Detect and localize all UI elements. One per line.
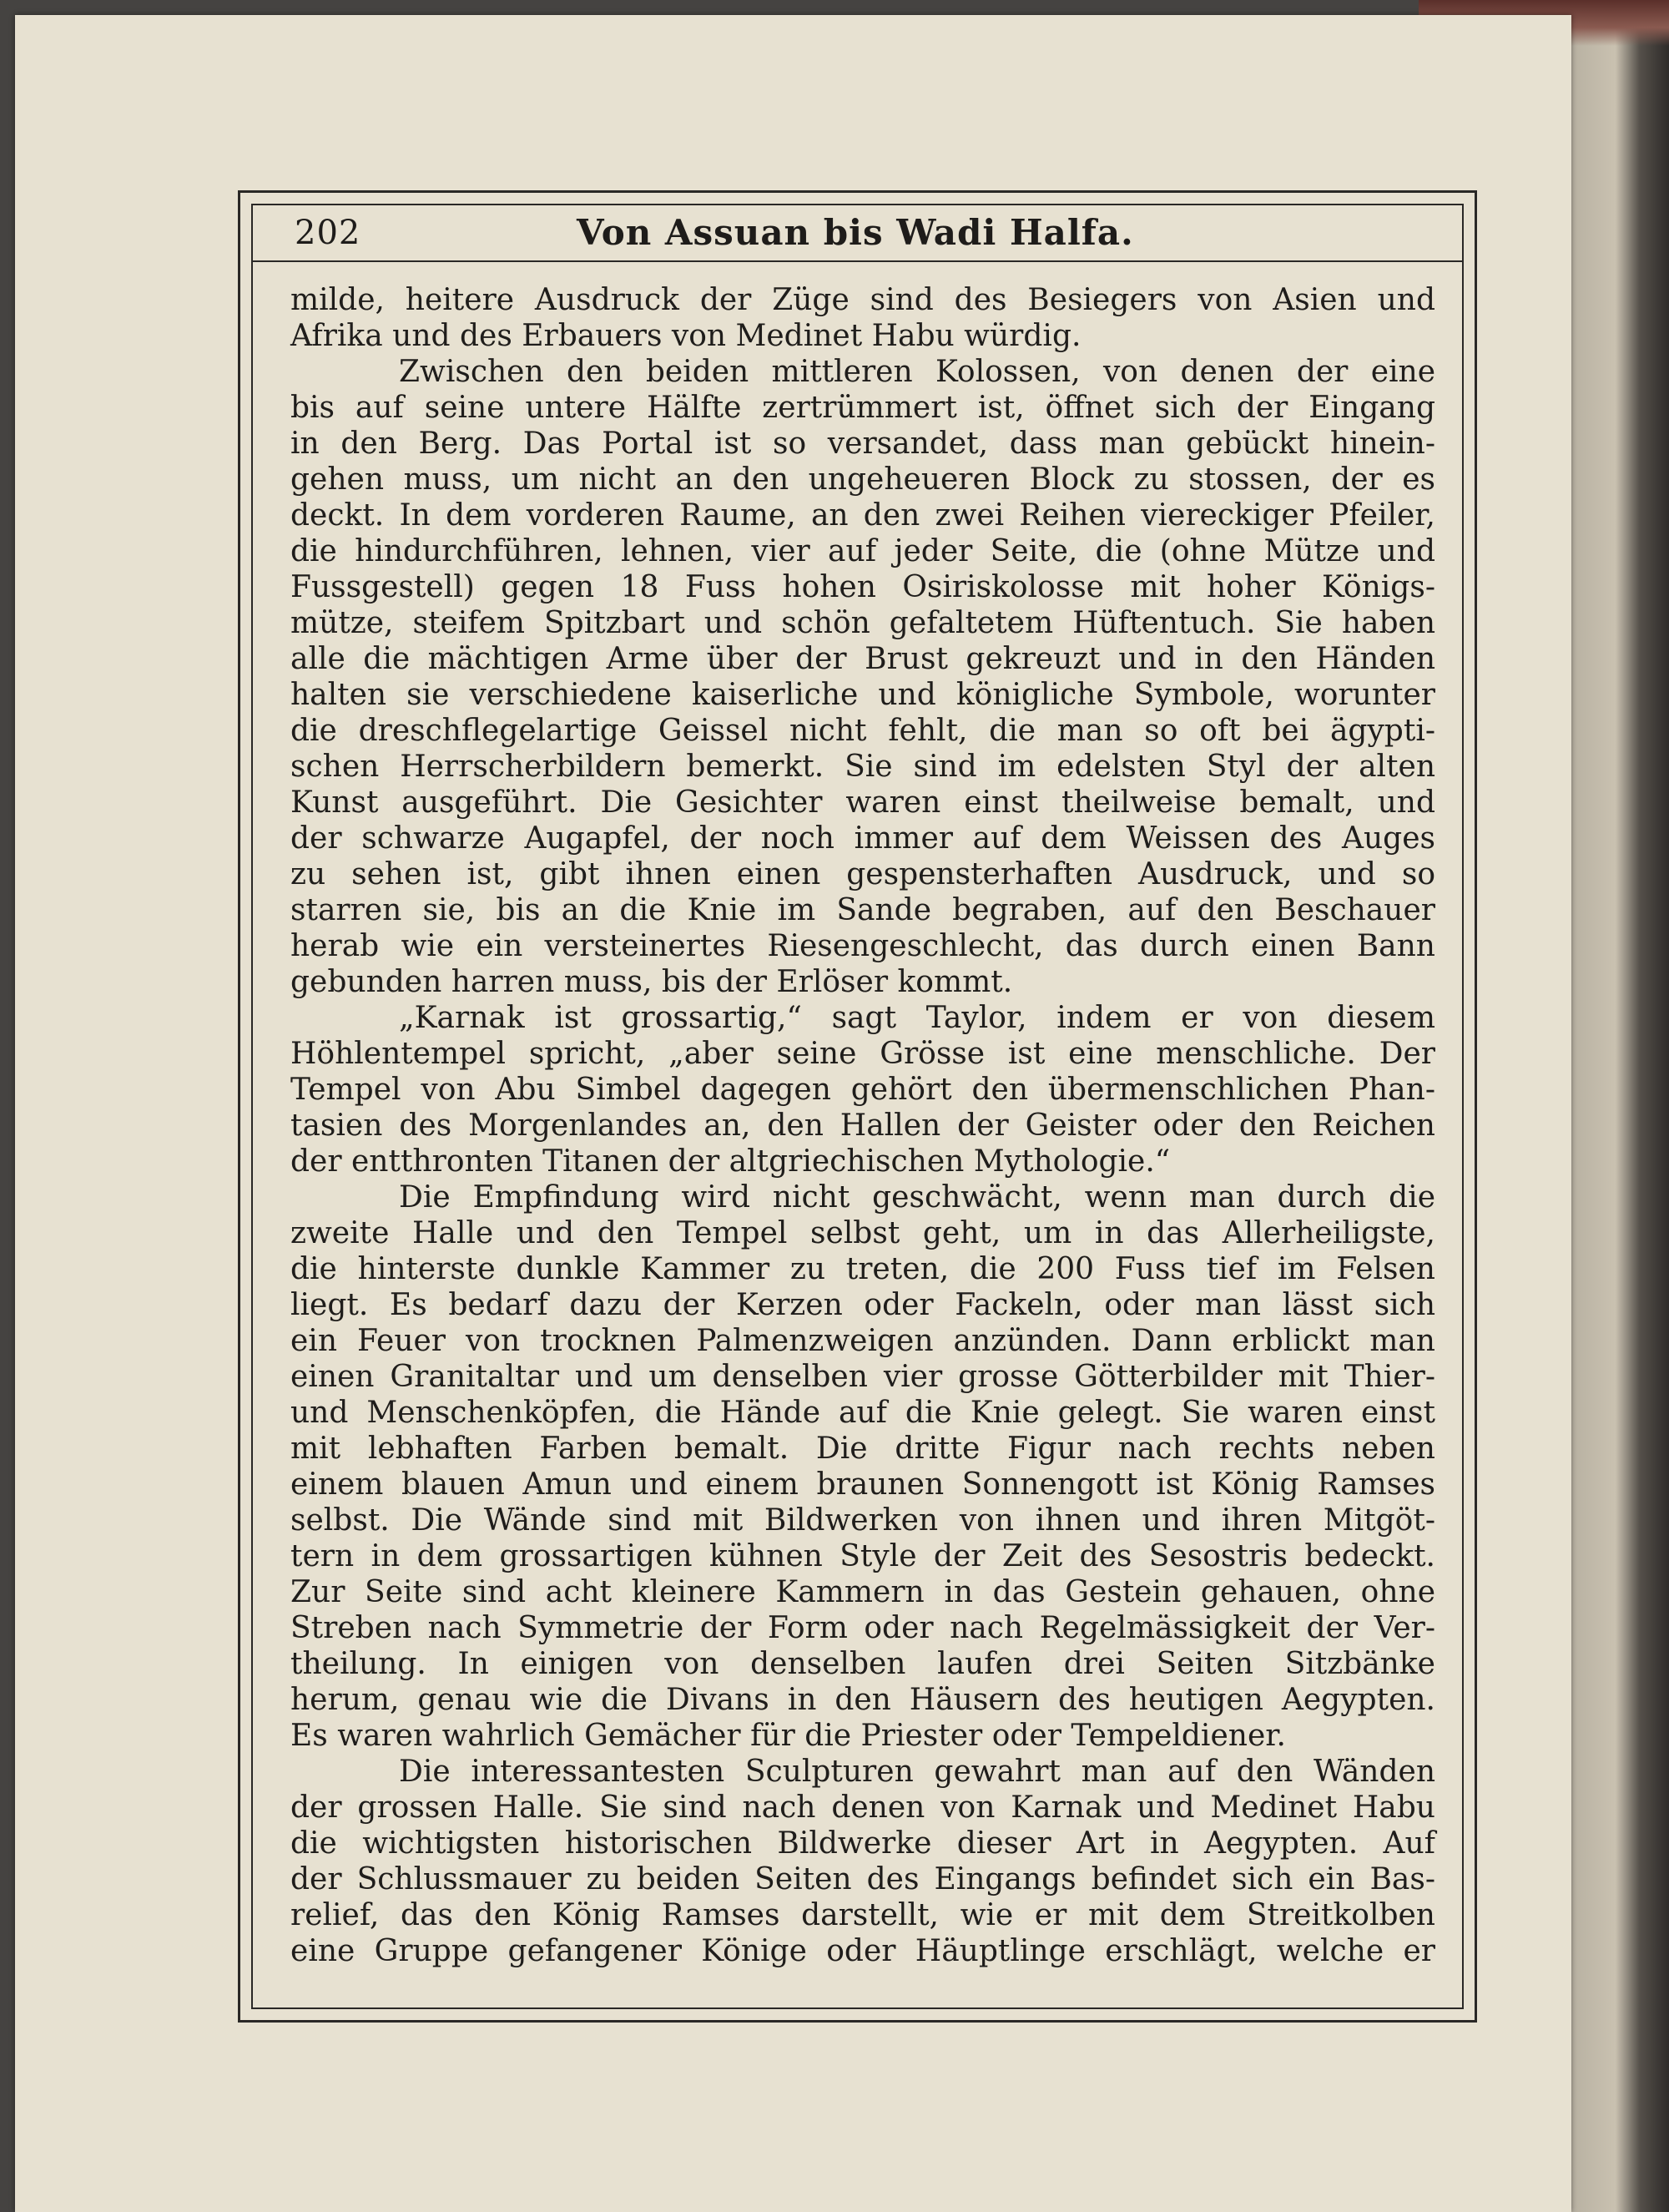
text-line: ein Feuer von trocknen Palmenzweigen anzünden. Dann erblickt man xyxy=(290,1324,1435,1358)
text-line: gehen muss, um nicht an den ungeheueren Block zu stossen, der es xyxy=(290,462,1435,497)
text-line: Kunst ausgeführt. Die Gesichter waren einst theilweise bemalt, und xyxy=(290,785,1435,820)
text-line: Zur Seite sind acht kleinere Kammern in das Gestein gehauen, ohne xyxy=(290,1575,1435,1609)
body-text xyxy=(290,282,1435,1969)
text-line: liegt. Es bedarf dazu der Kerzen oder Fackeln, oder man lässt sich xyxy=(290,1288,1435,1322)
text-line: in den Berg. Das Portal ist so versandet, dass man gebückt hinein- xyxy=(290,427,1435,461)
text-line: der grossen Halle. Sie sind nach denen von Karnak und Medinet Habu xyxy=(290,1790,1435,1825)
text-line: Tempel von Abu Simbel dagegen gehört den übermenschlichen Phan- xyxy=(290,1073,1435,1107)
text-line: tasien des Morgenlandes an, den Hallen der Geister oder den Reichen xyxy=(290,1109,1435,1143)
text-line: „Karnak ist grossartig,“ sagt Taylor, indem er von diesem xyxy=(399,1001,1435,1035)
text-line: einen Granitaltar und um denselben vier grosse Götterbilder mit Thier- xyxy=(290,1360,1435,1394)
text-line: milde, heitere Ausdruck der Züge sind des Besiegers von Asien und xyxy=(290,283,1435,317)
text-line: die hindurchführen, lehnen, vier auf jeder Seite, die (ohne Mütze und xyxy=(290,534,1435,568)
page-header xyxy=(251,204,1464,262)
text-line: schen Herrscherbildern bemerkt. Sie sind im edelsten Styl der alten xyxy=(290,750,1435,784)
text-line: die hinterste dunkle Kammer zu treten, die 200 Fuss tief im Felsen xyxy=(290,1252,1435,1286)
text-line: herum, genau wie die Divans in den Häusern des heutigen Aegypten. xyxy=(290,1683,1435,1717)
text-line: zweite Halle und den Tempel selbst geht, um in das Allerheiligste, xyxy=(290,1216,1435,1250)
text-line: Zwischen den beiden mittleren Kolossen, von denen der eine xyxy=(399,355,1435,389)
text-line: bis auf seine untere Hälfte zertrümmert ist, öffnet sich der Eingang xyxy=(290,391,1435,425)
text-line: Die interessantesten Sculpturen gewahrt man auf den Wänden xyxy=(399,1755,1435,1789)
text-line: halten sie verschiedene kaiserliche und königliche Symbole, worunter xyxy=(290,678,1435,712)
text-line: Höhlentempel spricht, „aber seine Grösse ist eine menschliche. Der xyxy=(290,1037,1435,1071)
text-line: selbst. Die Wände sind mit Bildwerken von ihnen und ihren Mitgöt- xyxy=(290,1503,1435,1538)
text-line: der Schlussmauer zu beiden Seiten des Eingangs befindet sich ein Bas- xyxy=(290,1862,1435,1896)
text-line: deckt. In dem vorderen Raume, an den zwei Reihen viereckiger Pfeiler, xyxy=(290,498,1435,533)
text-line: mit lebhaften Farben bemalt. Die dritte Figur nach rechts neben xyxy=(290,1432,1435,1466)
text-line: theilung. In einigen von denselben laufen drei Seiten Sitzbänke xyxy=(290,1647,1435,1681)
text-line: Afrika und des Erbauers von Medinet Habu würdig. xyxy=(290,319,1082,353)
text-line: einem blauen Amun und einem braunen Sonnengott ist König Ramses xyxy=(290,1467,1435,1502)
text-line: relief, das den König Ramses darstellt, wie er mit dem Streitkolben xyxy=(290,1898,1435,1932)
text-line: gebunden harren muss, bis der Erlöser kommt. xyxy=(290,965,1013,999)
text-line: und Menschenköpfen, die Hände auf die Knie gelegt. Sie waren einst xyxy=(290,1396,1435,1430)
text-line: alle die mächtigen Arme über der Brust gekreuzt und in den Händen xyxy=(290,642,1435,676)
text-line: der entthronten Titanen der altgriechischen Mythologie.“ xyxy=(290,1144,1171,1179)
text-line: die wichtigsten historischen Bildwerke dieser Art in Aegypten. Auf xyxy=(290,1826,1435,1861)
text-line: starren sie, bis an die Knie im Sande begraben, auf den Beschauer xyxy=(290,893,1435,927)
page-number: 202 xyxy=(295,214,361,252)
text-line: der schwarze Augapfel, der noch immer auf dem Weissen des Auges xyxy=(290,821,1435,856)
text-line: Fussgestell) gegen 18 Fuss hohen Osiriskolosse mit hoher Königs- xyxy=(290,570,1435,604)
text-line: die dreschflegelartige Geissel nicht fehlt, die man so oft bei ägypti- xyxy=(290,714,1435,748)
text-line: Die Empfindung wird nicht geschwächt, wenn man durch die xyxy=(399,1180,1435,1215)
text-line: eine Gruppe gefangener Könige oder Häuptlinge erschlägt, welche er xyxy=(290,1934,1435,1968)
text-line: Es waren wahrlich Gemächer für die Priester oder Tempeldiener. xyxy=(290,1719,1286,1753)
running-head: Von Assuan bis Wadi Halfa. xyxy=(577,212,1134,253)
text-line: mütze, steifem Spitzbart und schön gefaltetem Hüftentuch. Sie haben xyxy=(290,606,1435,640)
text-line: herab wie ein versteinertes Riesengeschlecht, das durch einen Bann xyxy=(290,929,1435,963)
text-line: Streben nach Symmetrie der Form oder nach Regelmässigkeit der Ver- xyxy=(290,1611,1435,1645)
text-line: zu sehen ist, gibt ihnen einen gespensterhaften Ausdruck, und so xyxy=(290,857,1435,891)
text-line: tern in dem grossartigen kühnen Style der Zeit des Sesostris bedeckt. xyxy=(290,1539,1435,1573)
book-spine xyxy=(1571,0,1669,2212)
